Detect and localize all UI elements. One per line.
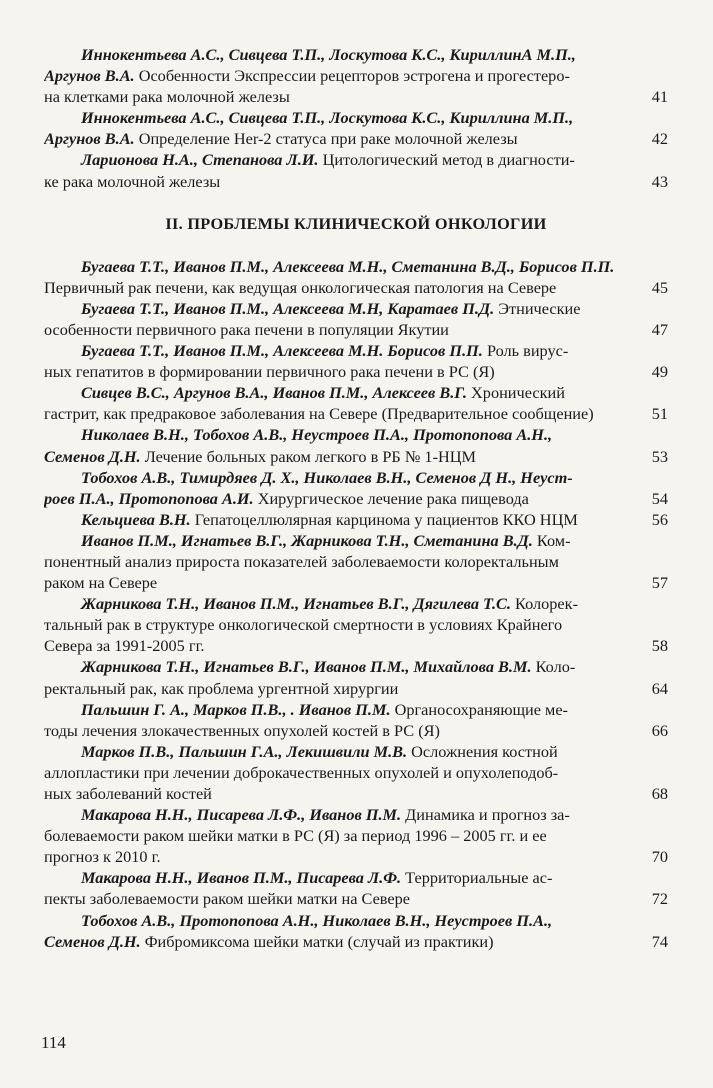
- toc-entry-authors: Бугаева Т.Т., Иванов П.М., Алексеева М.Н., Сметанина В.Д., Борисов П.П.: [81, 256, 615, 276]
- toc-entry-authors: Ларионова Н.А., Степанова Л.И.: [81, 150, 319, 170]
- toc-entry-first-line: [44, 699, 668, 720]
- toc-entry-title: Колорек-: [510, 594, 578, 614]
- toc-entry-first-line: [44, 107, 668, 128]
- toc-entry-line: [44, 931, 668, 952]
- toc-entry-page-number: 70: [651, 847, 668, 867]
- toc-entry-authors: Жарникова Т.Н., Игнатьев В.Г., Иванов П.М., Михайлова В.М.: [81, 657, 532, 677]
- toc-entry-title: особенности первичного рака печени в популяции Якутии: [44, 319, 449, 339]
- toc-entry-first-line: [44, 424, 668, 445]
- toc-entry-title: аллопластики при лечении доброкачественных опухолей и опухолеподоб-: [44, 762, 559, 782]
- toc-entry-line: [44, 888, 668, 909]
- toc-entry-page-number: 45: [651, 277, 668, 297]
- toc-entry-line: [44, 783, 668, 804]
- toc-entry-title: Органосохраняющие ме-: [390, 699, 568, 719]
- toc-entry-authors: Бугаева Т.Т., Иванов П.М., Алексеева М.Н. Борисов П.П.: [81, 341, 483, 361]
- toc-entry-title: Лечение больных раком легкого в РБ № 1-НЦМ: [140, 446, 476, 466]
- toc-entry-title: Хирургическое лечение рака пищевода: [253, 488, 529, 508]
- toc-entry-title: Первичный рак печени, как ведущая онкологическая патология на Севере: [44, 277, 557, 297]
- toc-entry-title: Этнические: [494, 298, 581, 318]
- toc-entry-first-line: [44, 44, 668, 65]
- toc-entry-first-line: [44, 867, 668, 888]
- toc-entry-line: [44, 720, 668, 741]
- toc-entry-title: Динамика и прогноз за-: [401, 805, 570, 825]
- toc-entry-page-number: 42: [651, 129, 668, 149]
- toc-entry-authors: Бугаева Т.Т., Иванов П.М., Алексеева М.Н, Каратаев П.Д.: [81, 298, 495, 318]
- toc-entry-authors: Кельциева В.Н.: [81, 509, 191, 529]
- toc-entry-authors: Сивцев В.С., Аргунов В.А., Иванов П.М., Алексеев В.Г.: [81, 383, 467, 403]
- toc-entry-first-line: [44, 149, 668, 170]
- toc-entry-line: [44, 846, 668, 867]
- toc-entry-first-line: [44, 910, 668, 931]
- toc-entry-first-line: [44, 656, 668, 677]
- toc-entry-line: [44, 614, 668, 635]
- toc-entry-line: [44, 361, 668, 382]
- toc-entry: [44, 467, 668, 509]
- toc-entry: [44, 149, 668, 191]
- toc-entry: [44, 424, 668, 466]
- toc-entry: [44, 910, 668, 952]
- toc-entry: [44, 804, 668, 867]
- toc-entry-authors: роев П.А., Протопопова А.И.: [44, 488, 254, 508]
- toc-entry-page-number: 56: [651, 509, 668, 529]
- toc-entry-title: Севера за 1991-2005 гг.: [44, 636, 205, 656]
- toc-entry-authors: Николаев В.Н., Тобохов А.В., Неустроев П.А., Протопопова А.Н.,: [81, 425, 553, 445]
- toc-entry-title: Роль вирус-: [482, 341, 569, 361]
- toc-entry-title: Фибромиксома шейки матки (случай из практики): [140, 931, 494, 951]
- toc-entry-line: [44, 319, 668, 340]
- toc-entry-line: [44, 403, 668, 424]
- toc-entry-first-line: [44, 382, 668, 403]
- toc-entry-page-number: 66: [651, 720, 668, 740]
- toc-entry-title: ректальный рак, как проблема ургентной хирургии: [44, 678, 399, 698]
- toc-entry-first-line: [44, 593, 668, 614]
- toc-entry-title: прогноз к 2010 г.: [44, 847, 161, 867]
- toc-entry: [44, 256, 668, 298]
- toc-entry-line: [44, 762, 668, 783]
- toc-entry-title: Гепатоцеллюлярная карцинома у пациентов ККО НЦМ: [190, 509, 578, 529]
- toc-entry-authors: Макарова Н.Н., Иванов П.М., Писарева Л.Ф.: [81, 868, 402, 888]
- toc-entry-authors: Иннокентьева А.С., Сивцева Т.П., Лоскутова К.С., Кириллина М.П.,: [81, 108, 574, 128]
- toc-entry-line: [44, 86, 668, 107]
- toc-entry-title: Коло-: [531, 657, 576, 677]
- toc-entry: [44, 509, 668, 530]
- toc-entry-page-number: 47: [651, 319, 668, 339]
- toc-entry: [44, 699, 668, 741]
- toc-entry: [44, 656, 668, 698]
- toc-entry-title: Цитологический метод в диагности-: [318, 150, 575, 170]
- toc-entry-title: тальный рак в структуре онкологической смертности в условиях Крайнего: [44, 615, 563, 635]
- toc-entry-page-number: 51: [651, 404, 668, 424]
- toc-entry-page-number: 41: [651, 87, 668, 107]
- page-number: 114: [41, 1033, 66, 1052]
- toc-entry-authors: Жарникова Т.Н., Иванов П.М., Игнатьев В.Г., Дягилева Т.С.: [81, 594, 511, 614]
- toc-entry-title: Территориальные ас-: [401, 868, 553, 888]
- toc-entry-line: [44, 572, 668, 593]
- table-of-contents: [44, 44, 668, 952]
- toc-entry-title: гастрит, как предраковое заболевания на Севере (Предварительное сообщение): [44, 404, 594, 424]
- toc-entry-authors: Тобохов А.В., Тимирдяев Д. Х., Николаев В.Н., Семенов Д Н., Неуст-: [81, 467, 573, 487]
- toc-entry: [44, 593, 668, 656]
- toc-entry-first-line: [44, 804, 668, 825]
- toc-entry-title: тоды лечения злокачественных опухолей костей в РС (Я): [44, 720, 440, 740]
- toc-entry-title: раком на Севере: [44, 573, 158, 593]
- toc-entry-line: [44, 65, 668, 86]
- toc-entry-first-line: [44, 256, 668, 277]
- toc-entry-authors: Пальшин Г. А., Марков П.В., . Иванов П.М.: [81, 699, 391, 719]
- toc-entry-title: ных заболеваний костей: [44, 784, 212, 803]
- toc-group-clinical-oncology: [44, 256, 668, 952]
- toc-entry-authors: Тобохов А.В., Протопопова А.Н., Николаев В.Н., Неустроев П.А.,: [81, 910, 553, 930]
- toc-entry-authors: Макарова Н.Н., Писарева Л.Ф., Иванов П.М.: [81, 805, 402, 825]
- toc-entry-page-number: 57: [651, 573, 668, 593]
- toc-entry: [44, 107, 668, 149]
- toc-entry-line: [44, 551, 668, 572]
- toc-entry-title: болеваемости раком шейки матки в РС (Я) за период 1996 – 2005 гг. и ее: [44, 826, 547, 846]
- toc-entry: [44, 530, 668, 593]
- toc-entry-line: [44, 277, 668, 298]
- toc-entry-page-number: 72: [651, 889, 668, 909]
- toc-entry-page-number: 53: [651, 446, 668, 466]
- toc-entry-page-number: 49: [651, 362, 668, 382]
- toc-entry: [44, 44, 668, 107]
- toc-entry-authors: Семенов Д.Н.: [44, 446, 141, 466]
- toc-entry-title: Хронический: [466, 383, 565, 403]
- toc-entry-line: [44, 635, 668, 656]
- toc-entry-title: Определение Her-2 статуса при раке молочной железы: [134, 129, 518, 149]
- toc-entry-first-line: [44, 509, 668, 530]
- toc-entry-authors: Семенов Д.Н.: [44, 931, 141, 951]
- toc-entry-first-line: [44, 741, 668, 762]
- toc-entry-first-line: [44, 298, 668, 319]
- toc-entry-line: [44, 128, 668, 149]
- toc-entry-page-number: 54: [651, 488, 668, 508]
- toc-entry-line: [44, 488, 668, 509]
- toc-entry-title: понентный анализ прироста показателей заболеваемости колоректальным: [44, 551, 559, 571]
- toc-entry: [44, 867, 668, 909]
- toc-entry-title: Осложнения костной: [407, 741, 558, 761]
- toc-entry-authors: Иванов П.М., Игнатьев В.Г., Жарникова Т.Н., Сметанина В.Д.: [81, 530, 533, 550]
- toc-entry: [44, 382, 668, 424]
- toc-group-oncology-markers: [44, 44, 668, 192]
- toc-entry-line: [44, 825, 668, 846]
- toc-entry: [44, 298, 668, 340]
- toc-entry-title: ных гепатитов в формировании первичного рака печени в РС (Я): [44, 362, 495, 382]
- toc-entry-page-number: 68: [651, 784, 668, 803]
- toc-entry-line: [44, 678, 668, 699]
- toc-entry-first-line: [44, 530, 668, 551]
- toc-entry-authors: Аргунов В.А.: [44, 129, 135, 149]
- toc-entry-page-number: 58: [651, 636, 668, 656]
- toc-entry: [44, 340, 668, 382]
- toc-entry-page-number: 74: [651, 931, 668, 951]
- toc-entry-line: [44, 171, 668, 192]
- toc-entry-title: пекты заболеваемости раком шейки матки на Севере: [44, 889, 410, 909]
- toc-entry-authors: Марков П.В., Пальшин Г.А., Лекишвили М.В.: [81, 741, 408, 761]
- toc-entry-title: ке рака молочной железы: [44, 171, 221, 191]
- toc-entry-page-number: 64: [651, 678, 668, 698]
- toc-entry-page-number: 43: [651, 171, 668, 191]
- toc-entry-line: [44, 446, 668, 467]
- toc-entry-first-line: [44, 340, 668, 361]
- toc-entry-first-line: [44, 467, 668, 488]
- toc-entry-authors: Иннокентьева А.С., Сивцева Т.П., Лоскутова К.С., КириллинА М.П.,: [81, 45, 576, 64]
- section-title: II. ПРОБЛЕМЫ КЛИНИЧЕСКОЙ ОНКОЛОГИИ: [165, 213, 547, 233]
- toc-entry-authors: Аргунов В.А.: [44, 66, 135, 86]
- toc-entry-title: Ком-: [532, 530, 571, 550]
- toc-entry: [44, 741, 668, 804]
- toc-entry-title: на клетками рака молочной железы: [44, 87, 290, 107]
- toc-entry-title: Особенности Экспрессии рецепторов эстрогена и прогестеро-: [134, 66, 570, 86]
